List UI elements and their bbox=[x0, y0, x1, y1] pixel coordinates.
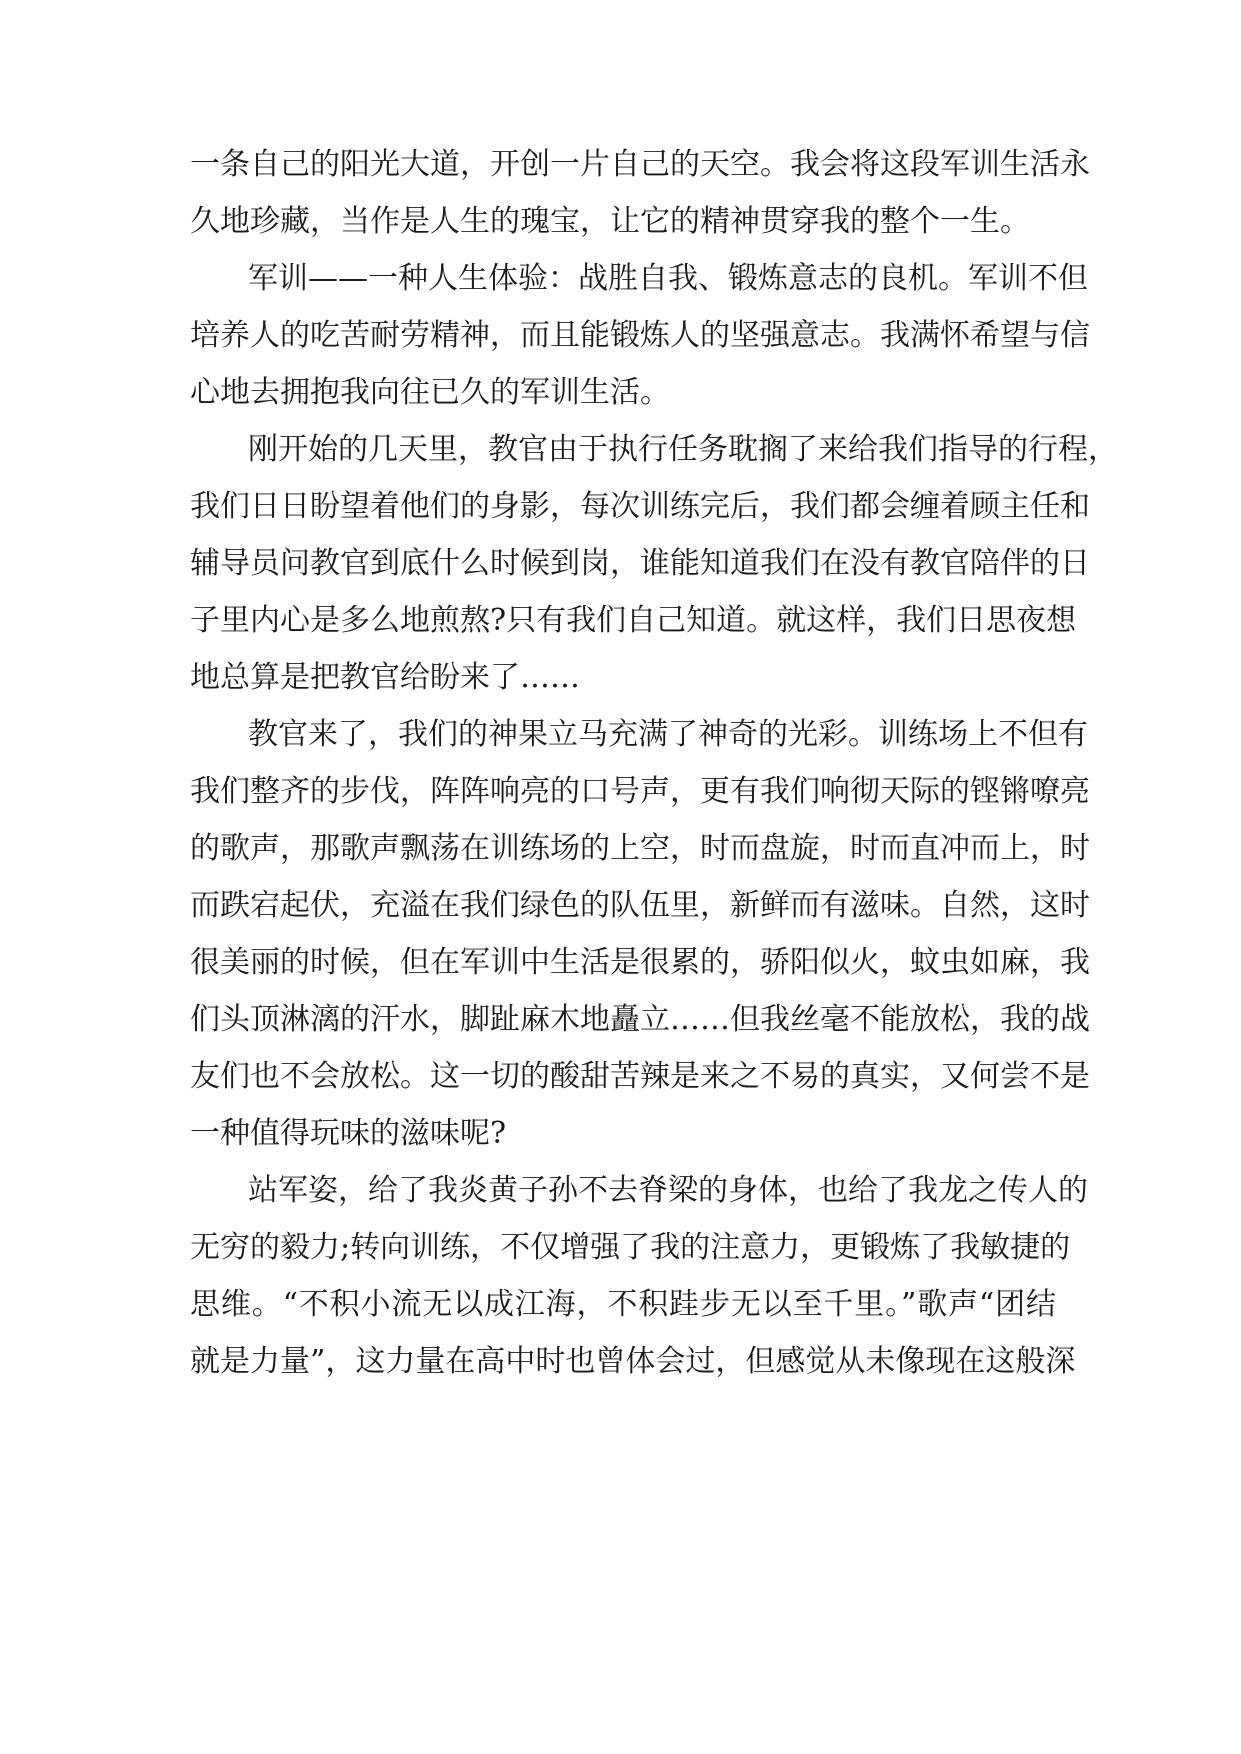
text-line: 子里内心是多么地煎熬?只有我们自己知道。就这样，我们日思夜想 bbox=[190, 603, 1077, 638]
text-line: 一条自己的阳光大道，开创一片自己的天空。我会将这段军训生活永 bbox=[190, 147, 1090, 182]
text-line: 辅导员问教官到底什么时候到岗，谁能知道我们在没有教官陪伴的日 bbox=[190, 546, 1090, 581]
text-line: 培养人的吃苦耐劳精神，而且能锻炼人的坚强意志。我满怀希望与信 bbox=[190, 318, 1090, 353]
text-line: 思维。“不积小流无以成江海，不积跬步无以至千里。”歌声“团结 bbox=[190, 1287, 1056, 1322]
text-line: 我们整齐的步伐，阵阵响亮的口号声，更有我们响彻天际的铿锵嘹亮 bbox=[190, 774, 1090, 809]
text-line: 很美丽的时候，但在军训中生活是很累的，骄阳似火，蚊虫如麻，我 bbox=[190, 945, 1090, 980]
text-line: 就是力量”，这力量在高中时也曾体会过，但感觉从未像现在这般深 bbox=[190, 1344, 1076, 1379]
text-line: 无穷的毅力;转向训练，不仅增强了我的注意力，更锻炼了我敏捷的 bbox=[190, 1230, 1071, 1265]
paragraph-start-line: 教官来了，我们的神果立马充满了神奇的光彩。训练场上不但有 bbox=[248, 717, 1088, 752]
text-line: 久地珍藏，当作是人生的瑰宝，让它的精神贯穿我的整个一生。 bbox=[190, 204, 1030, 239]
text-line: 友们也不会放松。这一切的酸甜苦辣是来之不易的真实，又何尝不是 bbox=[190, 1059, 1090, 1094]
text-line: 一种值得玩味的滋味呢? bbox=[190, 1116, 507, 1151]
paragraph-start-line: 站军姿，给了我炎黄子孙不去脊梁的身体，也给了我龙之传人的 bbox=[248, 1173, 1088, 1208]
text-line: 们头顶淋漓的汗水，脚趾麻木地矗立……但我丝毫不能放松，我的战 bbox=[190, 1002, 1090, 1037]
text-line: 的歌声，那歌声飘荡在训练场的上空，时而盘旋，时而直冲而上，时 bbox=[190, 831, 1090, 866]
text-line: 而跌宕起伏，充溢在我们绿色的队伍里，新鲜而有滋味。自然，这时 bbox=[190, 888, 1090, 923]
paragraph-start-line: 军训——一种人生体验：战胜自我、锻炼意志的良机。军训不但 bbox=[248, 261, 1088, 296]
paragraph-start-line: 刚开始的几天里，教官由于执行任务耽搁了来给我们指导的行程， bbox=[248, 432, 1118, 467]
text-line: 地总算是把教官给盼来了…… bbox=[190, 660, 580, 695]
text-line: 我们日日盼望着他们的身影，每次训练完后，我们都会缠着顾主任和 bbox=[190, 489, 1090, 524]
text-line: 心地去拥抱我向往已久的军训生活。 bbox=[190, 375, 670, 410]
